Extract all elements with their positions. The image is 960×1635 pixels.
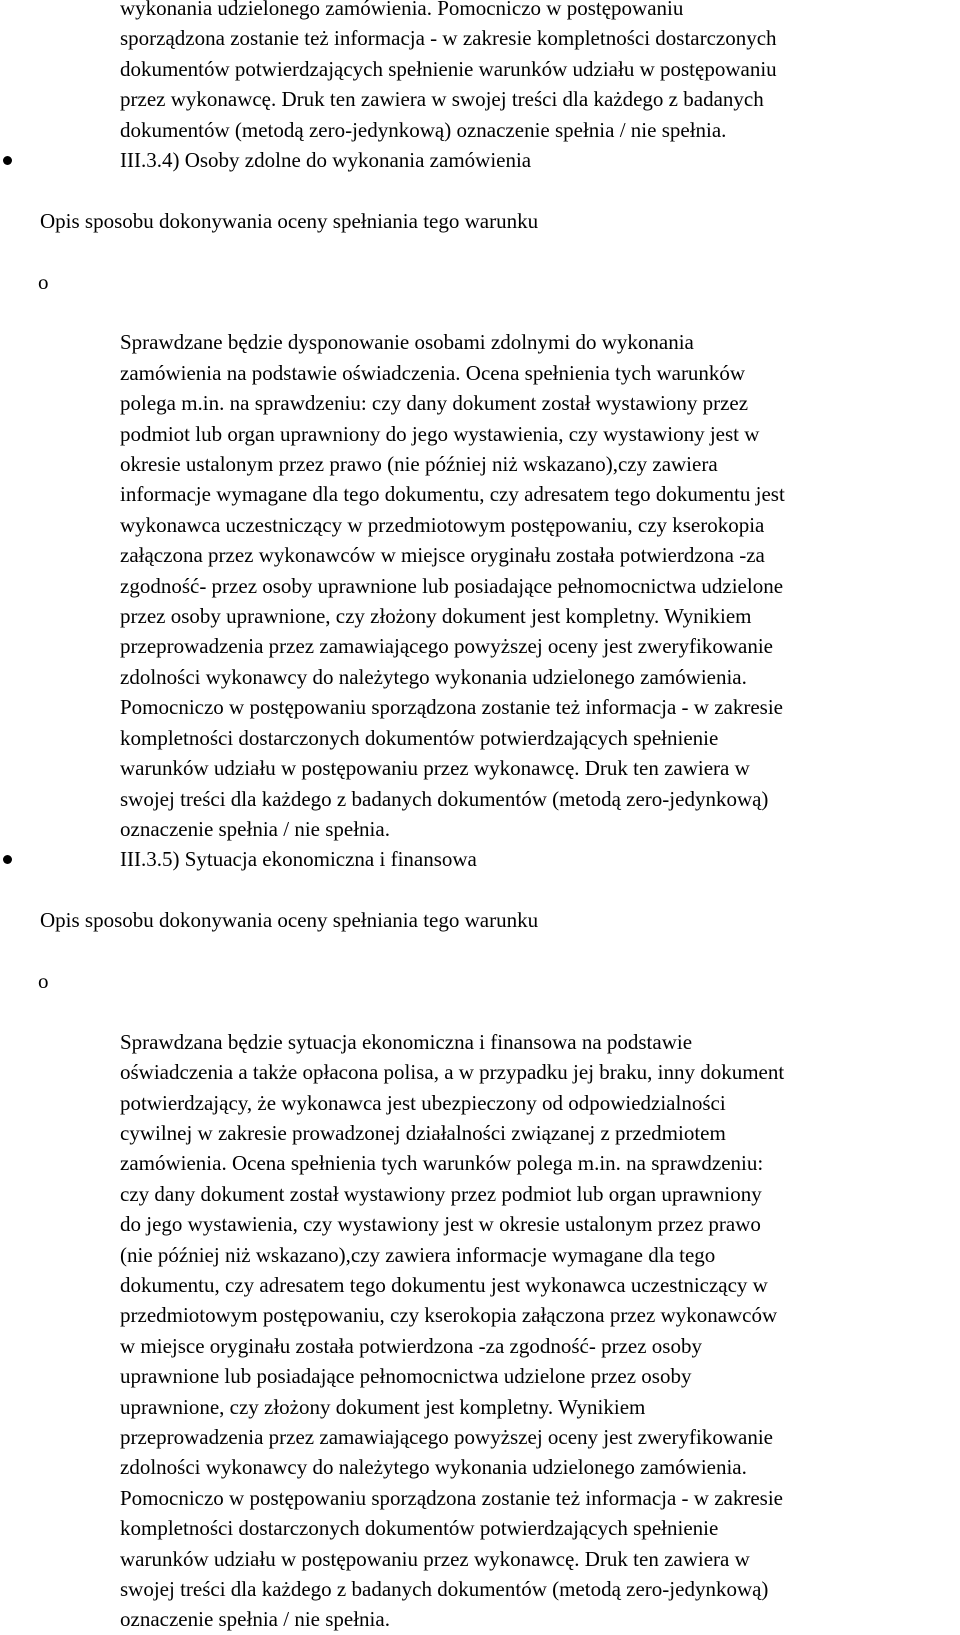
assessment-subheading: Opis sposobu dokonywania oceny spełniania tego warunku bbox=[40, 908, 539, 933]
section-heading-iii-3-5 bbox=[0, 844, 960, 874]
list-item-text: Sprawdzane będzie dysponowanie osobami zdolnymi do wykonania zamówienia na podstawie oświadczenia. Ocena spełnienia tych warunków polega m.in. na sprawdzeniu: czy dany dokument został wystawiony przez podmiot lub organ uprawniony do jego wystawienia, czy wystawiony jest w okresie ustalonym przez prawo (nie później niż wskazano),czy zawiera informacje wymagane dla tego dokumentu, czy adresatem tego dokumentu jest wykonawca uczestniczący w przedmiotowym postępowaniu, czy kserokopia załączona przez wykonawców w miejsce oryginału została potwierdzona -za zgodność- przez osoby uprawnione lub posiadające pełnomocnictwa udzielone przez osoby uprawnione, czy złożony dokument jest kompletny. Wynikiem przeprowadzenia przez zamawiającego powyższej oceny jest zweryfikowanie zdolności wykonawcy do należytego wykonania udzielonego zamówienia. Pomocniczo w postępowaniu sporządzona zostanie też informacja - w zakresie kompletności dostarczonych dokumentów potwierdzających spełnienie warunków udziału w postępowaniu przez wykonawcę. Druk ten zawiera w swojej treści dla każdego z badanych dokumentów (metodą zero-jedynkową) oznaczenie spełnia / nie spełnia. bbox=[120, 330, 785, 841]
bullet-icon bbox=[3, 855, 12, 864]
list-item bbox=[0, 966, 952, 1635]
circle-bullet-icon: o bbox=[38, 269, 49, 294]
list-item bbox=[0, 267, 952, 845]
section-heading-text: III.3.4) Osoby zdolne do wykonania zamówienia bbox=[120, 148, 532, 173]
list-item-text: Sprawdzana będzie sytuacja ekonomiczna i finansowa na podstawie oświadczenia a także opłacona polisa, a w przypadku jej braku, inny dokument potwierdzający, że wykonawca jest ubezpieczony od odpowiedzialności cywilnej w zakresie prowadzonej działalności związanej z przedmiotem zamówienia. Ocena spełnienia tych warunków polega m.in. na sprawdzeniu: czy dany dokument został wystawiony przez podmiot lub organ uprawniony do jego wystawienia, czy wystawiony jest w okresie ustalonym przez prawo (nie później niż wskazano),czy zawiera informacje wymagane dla tego dokumentu, czy adresatem tego dokumentu jest wykonawca uczestniczący w przedmiotowym postępowaniu, czy kserokopia załączona przez wykonawców w miejsce oryginału została potwierdzona -za zgodność- przez osoby uprawnione lub posiadające pełnomocnictwa udzielone przez osoby uprawnione, czy złożony dokument jest kompletny. Wynikiem przeprowadzenia przez zamawiającego powyższej oceny jest zweryfikowanie zdolności wykonawcy do należytego wykonania udzielonego zamówienia. Pomocniczo w postępowaniu sporządzona zostanie też informacja - w zakresie kompletności dostarczonych dokumentów potwierdzających spełnienie warunków udziału w postępowaniu przez wykonawcę. Druk ten zawiera w swojej treści dla każdego z badanych dokumentów (metodą zero-jedynkową) oznaczenie spełnia / nie spełnia. bbox=[120, 1029, 785, 1632]
assessment-subheading: Opis sposobu dokonywania oceny spełniania tego warunku bbox=[40, 208, 539, 233]
bullet-icon bbox=[3, 156, 12, 165]
section-heading-text: III.3.5) Sytuacja ekonomiczna i finansowa bbox=[120, 847, 477, 872]
circle-bullet-icon: o bbox=[38, 968, 49, 993]
section-heading-iii-3-4 bbox=[0, 145, 960, 175]
continuation-paragraph: wykonania udzielonego zamówienia. Pomocniczo w postępowaniu sporządzona zostanie też informacja - w zakresie kompletności dostarczonych dokumentów potwierdzających spełnienie warunków udziału w postępowaniu przez wykonawcę. Druk ten zawiera w swojej treści dla każdego z badanych dokumentów (metodą zero-jedynkową) oznaczenie spełnia / nie spełnia. bbox=[120, 0, 777, 142]
